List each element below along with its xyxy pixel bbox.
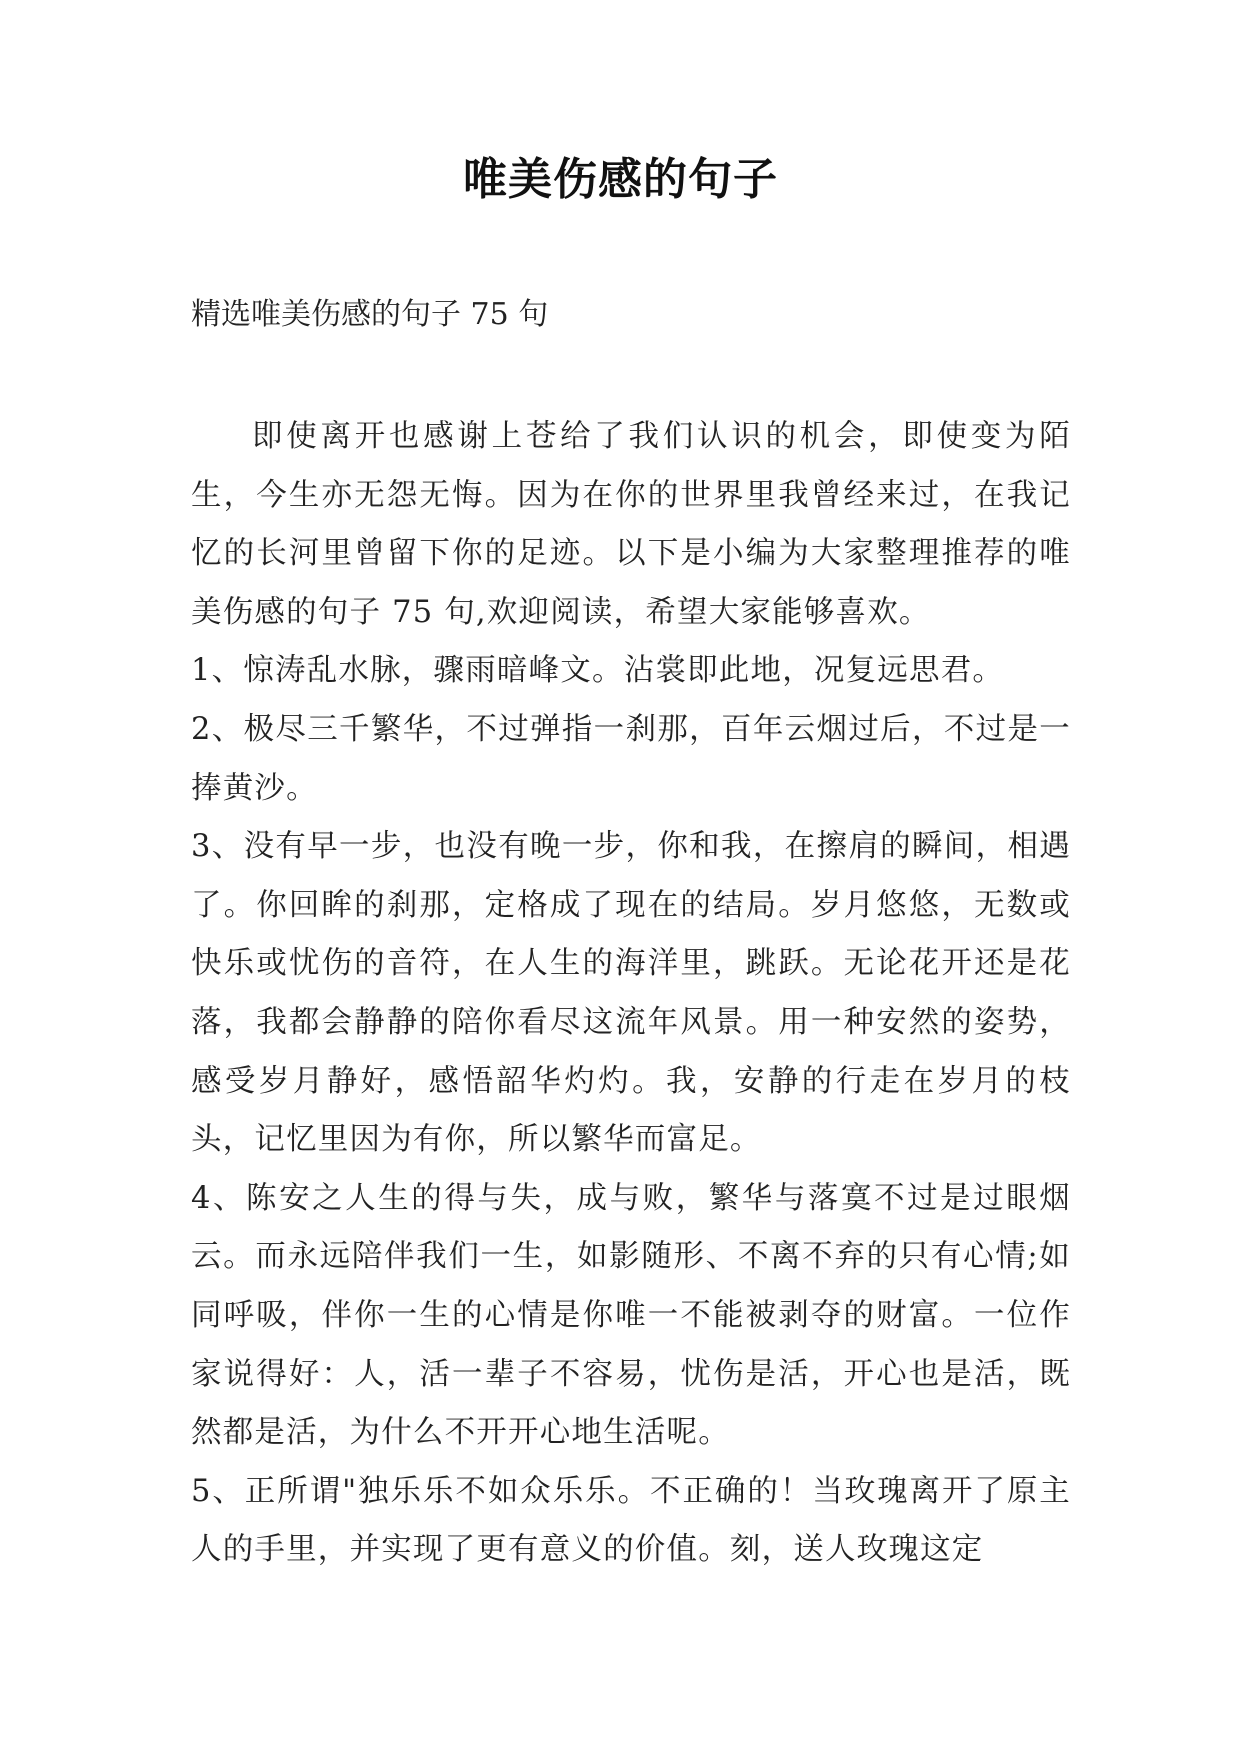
document-title: 唯美伤感的句子 [463, 154, 778, 205]
document-subtitle: 精选唯美伤感的句子 75 句 [191, 297, 549, 332]
sentence-item-4: 4、陈安之人生的得与失，成与败，繁华与落寞不过是过眼烟云。而永远陪伴我们一生，如影随形、不离不弃的只有心情;如同呼吸，伴你一生的心情是你唯一不能被剥夺的财富。一位作家说得好：人，活一辈子不容易，忧伤是活，开心也是活，既然都是活，为什么不开开心地生活呢。 [191, 1180, 1071, 1451]
sentence-item-5: 5、正所谓"独乐乐不如众乐乐。不正确的！当玫瑰离开了原主人的手里，并实现了更有意义的价值。刻，送人玫瑰这定 [191, 1473, 1071, 1568]
sentence-item-2: 2、极尽三千繁华，不过弹指一刹那，百年云烟过后，不过是一捧黄沙。 [191, 711, 1071, 806]
intro-paragraph: 即使离开也感谢上苍给了我们认识的机会，即使变为陌生，今生亦无怨无悔。因为在你的世界里我曾经来过，在我记忆的长河里曾留下你的足迹。以下是小编为大家整理推荐的唯美伤感的句子 75 句,欢迎阅读，希望大家能够喜欢。 [191, 419, 1071, 630]
sentence-item-3: 3、没有早一步，也没有晚一步，你和我，在擦肩的瞬间，相遇了。你回眸的刹那，定格成了现在的结局。岁月悠悠，无数或快乐或忧伤的音符，在人生的海洋里，跳跃。无论花开还是花落，我都会静静的陪你看尽这流年风景。用一种安然的姿势，感受岁月静好，感悟韶华灼灼。我，安静的行走在岁月的枝头，记忆里因为有你，所以繁华而富足。 [191, 829, 1071, 1158]
sentence-item-1: 1、惊涛乱水脉，骤雨暗峰文。沾裳即此地，况复远思君。 [191, 653, 1005, 689]
document-body [191, 408, 1071, 1580]
